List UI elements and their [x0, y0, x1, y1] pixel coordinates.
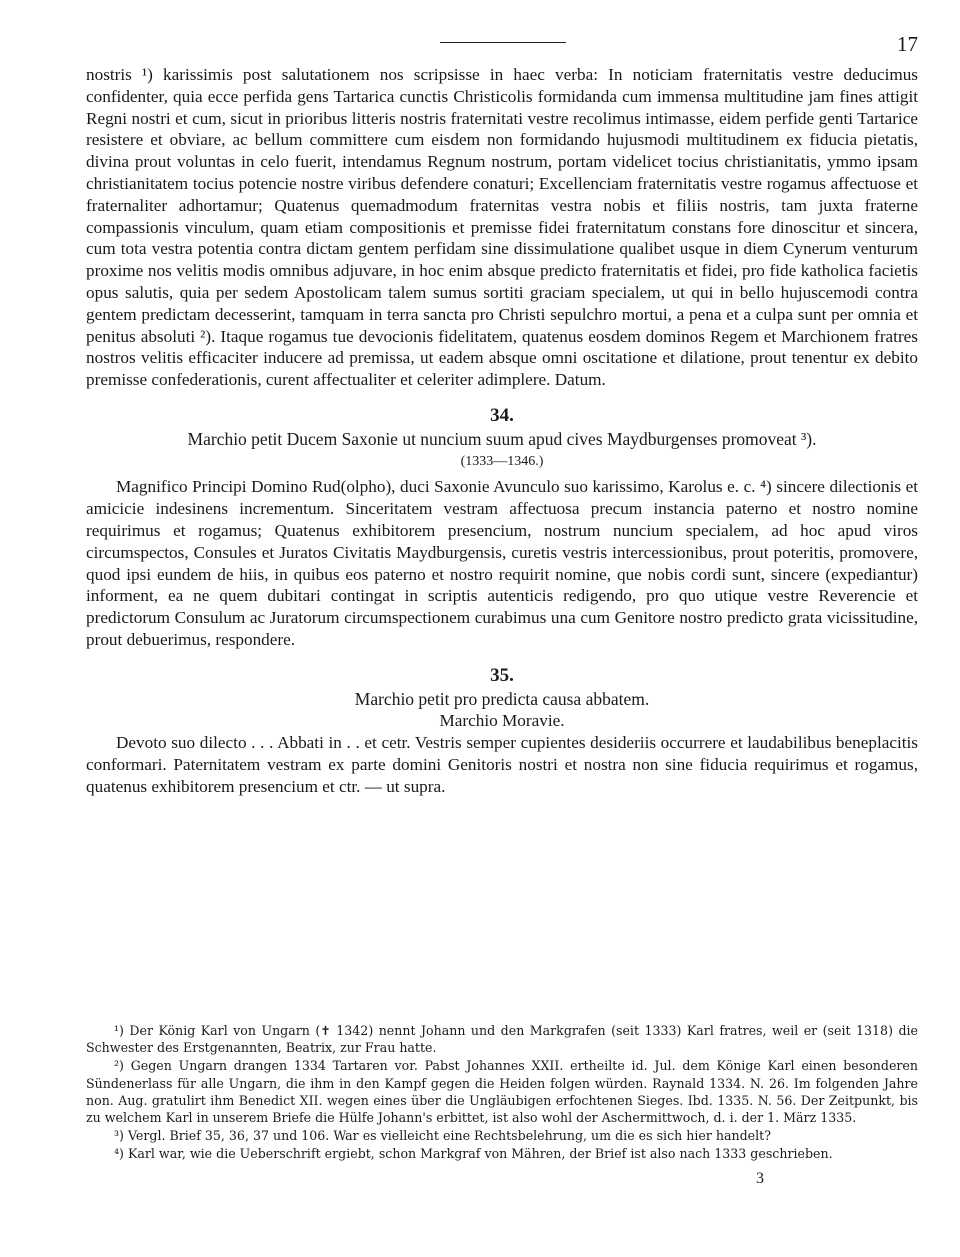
- doc-35-subtitle: Marchio Moravie.: [439, 711, 565, 731]
- doc-34-number: 34.: [490, 404, 514, 426]
- page-number: 17: [897, 32, 918, 56]
- doc-34-date: (1333—1346.): [460, 453, 544, 469]
- main-text: [86, 64, 918, 798]
- doc-35-text: Devoto suo dilecto . . . Abbati in . . et cetr. Vestris semper cupientes desideriis occurrere et laudabilibus beneplacitis conformari. Paternitatem vestram ex parte domini Genitoris nostri et nostra non sine fiducia requirimus et rogamus, quatenus exhibitorem presencium et ctr. — ut supra.: [86, 733, 918, 796]
- footnote-1: ¹) Der König Karl von Ungarn (✝ 1342) nennt Johann und den Markgrafen (seit 1333) Karl fratres, weil er (seit 1318) die Schwester des Erstgenannten, Beatrix, zur Frau hatte.: [86, 1023, 918, 1056]
- doc-35-number: 35.: [490, 664, 514, 686]
- footnotes: [86, 1022, 918, 1164]
- footnote-3: ³) Vergl. Brief 35, 36, 37 und 106. War es vielleicht eine Rechtsbelehrung, um die es sich hier handelt?: [114, 1128, 771, 1144]
- header-rule: [440, 42, 566, 43]
- signature-mark: 3: [756, 1170, 764, 1187]
- letter-continuation: nostris ¹) karissimis post salutationem nos scripsisse in haec verba: In noticiam fraternitatis vestre deducimus confidenter, quia ecce perfida gens Tartarica cunctis Christicolis formidanda cum immensa multitudine jam fines attigit Regni nostri et cum, sicut in prioribus litteris nostris fraternitati vestre recolimus intimasse, eidem perfide genti Tartarice resistere et obviare, ac bellum committere cum eisdem non formidando hujusmodi multitudinem ex fiducia pietatis, divina prout voluntas in celo fuerit, intendamus Regnum nostrum, portam videlicet tocius christianitatis, ymmo ipsam christianitatem tocius potencie nostre viribus defendere conaturi; Excellenciam fraternitatis vestre rogamus affectuose et fraternaliter adhortamur; Quatenus quemadmodum fraternitas vestra nobis et filiis nostris, tam juxta fraterne compassionis vinculum, quam etiam compositionis et premisse fidei fraternitatum constans fore dinoscitur et sincera, cum tota vestra potentia contra dictam gentem perfidam sine dissimulatione qualibet usque in diem Cynerum venturum proxime nos velitis modis omnibus adjuvare, in hoc enim absque predicto fraternitatis et fidei, pro fide katholica facietis opus salutis, quia per sedem Apostolicam talem sumus sortiti graciam specialem, ut qui in bello hujuscemodi contra gentem predictam decesserint, tamquam in terra sancta pro Christi sepulchro mortui, a pena et a culpa sunt per omnia et penitus absoluti ²). Itaque rogamus tue devocionis fidelitatem, quatenus eosdem dominos Regem et Marchionem fratres nostros velitis efficaciter inducere ad premissa, ut eadem absque omni oscitatione et dilatione, prout tenentur ex debito premisse confederationis, curent affectualiter et celeriter adimplere. Datum.: [86, 65, 918, 390]
- footnote-2: ²) Gegen Ungarn drangen 1334 Tartaren vor. Pabst Johannes XXII. ertheilte id. Jul. dem Könige Karl einen besonderen Sündenerlass für alle Ungarn, die ihm in den Kampf gegen die Heiden folgen würden. Raynald 1334. N. 26. Im folgenden Jahre non. Aug. gratulirt ihm Benedict XII. wegen eines über die Ungläubigen erfochtenen Sieges. Ibd. 1335. N. 56. Der Zeitpunkt, bis zu welchem Karl in unserem Briefe die Hülfe Johann's erbittet, ist also wohl der Aschermittwoch, d. i. der 1. März 1335.: [86, 1058, 918, 1126]
- doc-35-title: Marchio petit pro predicta causa abbatem.: [354, 688, 650, 709]
- doc-34-text: Magnifico Principi Domino Rud(olpho), duci Saxonie Avunculo suo karissimo, Karolus e. c. ⁴) sincere dilectionis et amicicie indesinens incrementum. Sinceritatem vestram affectuosa precum instancia paterno et nostro nomine requirimus et rogamus; Quatenus exhibitorem presencium, nostrum nuncium specialem, ad hoc apud viros circumspectos, Consules et Juratos Civitatis Maydburgensis, curetis vestris intercessionibus, prout poteritis, promovere, quod ipsi eundem de hiis, in quibus eos paterno et nostro requirit nomine, que nobis cordi sunt, sincere (expediantur) informent, ea ne quem dubitari contingat in scriptis autenticis redigendo, pro quo utique vestre Reverencie et predictorum Consulum ac Juratorum circumspectionem curabimus una cum Genitore nostro predicto grata vicissitudine, prout debuerimus, respondere.: [86, 477, 918, 649]
- footnote-4: ⁴) Karl war, wie die Ueberschrift ergiebt, schon Markgraf von Mähren, der Brief ist also nach 1333 geschrieben.: [114, 1146, 833, 1162]
- doc-34-title: Marchio petit Ducem Saxonie ut nuncium suum apud cives Maydburgenses promoveat ³).: [187, 428, 817, 449]
